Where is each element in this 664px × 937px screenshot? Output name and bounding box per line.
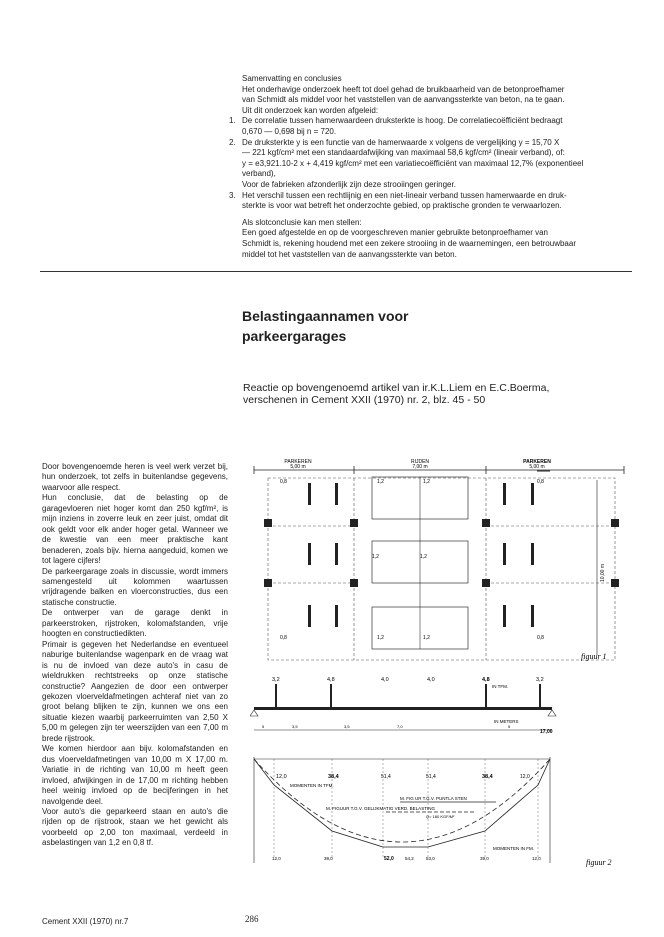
article-subtitle [243,382,549,406]
zone-mid-label: RIJDEN [410,459,430,465]
moment-value: 12,0 [520,774,530,780]
bottom-moment-value: 53,0 [426,856,435,861]
column-symbol [611,579,619,587]
axle-marker [308,605,311,627]
beam-load-label: 4,8 [482,677,490,683]
legend-distributed-load: M. FIGUUR T.G.V. GELIJKMATIG VERD. BELASTING [326,806,435,811]
body-paragraph: We komen hierdoor aan bijv. kolomafstanden en dus vloerveldafmetingen van 10,00 m X 17,00 m. Variatie in de richting van 10,00 m heeft geen invloed, afwijkingen in de 17,00 m richting hebben heel weinig invloed op de becijferingen in het navolgende deel. [42,744,228,806]
axle-load-label: 0,8 [537,635,544,641]
axle-marker [335,483,338,505]
axle-load-label: 1,2 [377,635,384,641]
beam-load-label: 3,2 [272,677,280,683]
conclusion-line-2: Schmidt is, rekening houdend met een zekere strooiing in de waarnemingen, een betrouwbaar [242,238,576,248]
article-title-line-1: Belastingaannamen voor [242,308,409,324]
total-dim-label: 17,00 [540,729,553,735]
axle-load-label: 0,8 [280,635,287,641]
axle-marker [335,605,338,627]
figure-1-floorplan [250,455,630,745]
bottom-moment-value: 54,2 [405,856,414,861]
body-paragraph: Primair is gegeven het Nederlandse en eventueel naburige buitenlandse wagenpark en de vraag wat is nu de invloed van deze auto's in casu de wieldrukken rechtstreeks op onze statische constructie? Aangezien de door een ontwerper gekozen vloerveldafmetingen achteraf niet van zo groot belang blijken te zijn, kunnen we ons een situatie kiezen waarbij parkeerruimten van 2,50 X 5,00 m gelegen zijn ter weerszijden van een 7,00 m brede rijstrook. [42,639,228,743]
summary-heading: Samenvatting en conclusies [242,74,342,83]
vertical-dim-label: 10,00 m [600,563,606,583]
moment-value: 38,4 [328,774,339,780]
item-line: 0,670 — 0,698 bij n = 720. [242,126,337,136]
axle-marker [531,543,534,565]
zone-left-label: PARKEREN [284,459,312,465]
body-paragraph: Hun conclusie, dat de belasting op de garagevloeren niet hoger komt dan 250 kgf/m², is mijn inziens in zoverre leuk en zeer juist, omdat dit ook geldt voor elk ander hoger getal. Wanneer we de kwestie van een meer praktische kant benaderen, zoals bijv. hierna aangeduid, komen we tot lagere cijfers! [42,493,228,566]
zone-mid-dim: 7,00 m [412,464,428,470]
body-paragraph: Door bovengenoemde heren is veel werk verzet bij, hun onderzoek, tot zelfs in buitenlandse gegevens, waarvoor alle respect. [42,462,228,492]
axle-marker [308,483,311,505]
article-title-line-2: parkeergarages [242,328,347,344]
legend-point-loads: M. FIG UR T.G.V. PUNTLA STEN [400,796,467,801]
item-number: 1. [229,116,236,126]
conclusion-intro: Als slotconclusie kan men stellen: [242,217,362,227]
axle-load-label: 1,2 [423,635,430,641]
moment-value: 51,4 [426,774,436,780]
conclusion-line-1: Een goed afgestelde en op de voorgeschreven manier gebruikte betonproefhamer van [242,228,548,238]
item-line: Het verschil tussen een rechtlijnig en een niet-lineair verband tussen hamerwaarde en druk- [242,190,567,200]
floor-outline [268,478,615,660]
axle-marker [531,483,534,505]
item-line: verband), [242,169,276,179]
column-symbol [264,579,272,587]
beam-load-label: 4,8 [327,677,335,683]
summary-intro-2: van Schmidt als middel voor het vaststellen van de aanvangssterkte van beton, na te gaan. [242,95,565,105]
span-label: 5 [508,724,511,729]
load-arrow [485,684,487,708]
axle-marker [503,605,506,627]
figure-1-label: figuur 1 [581,652,607,661]
span-label: 5 [262,724,265,729]
summary-intro-1: Het onderhavige onderzoek heeft tot doel gehad de bruikbaarheid van de betonproefhamer [242,84,565,94]
moment-unit-label-right: MOMENTEN IN FM. [493,846,534,851]
article-subtitle-line-2: verschenen in Cement XXII (1970) nr. 2, blz. 45 - 50 [243,394,486,406]
span-label: 3,5 [292,724,298,729]
beam-load-label: 4,0 [381,677,389,683]
column-symbol [350,579,358,587]
axle-marker [531,605,534,627]
zone-right-dim: 5,00 m [529,464,545,470]
axle-marker [503,483,506,505]
axle-load-label: 1,2 [377,479,384,485]
axle-marker [308,543,311,565]
body-paragraph: Voor auto's die geparkeerd staan en auto's die rijden op de rijstrook, staan we het gewicht als voorbeeld op 2,00 ton maximaal, verdeeld in asbelastingen van 1,2 en 0,8 tf. [42,806,228,848]
axle-load-label: 0,8 [537,479,544,485]
column-symbol [482,579,490,587]
item-line: — 221 kgf/cm² met een standaardafwijking van maximaal 58,6 kgf/cm² (lineair verband), of: [242,148,565,158]
load-arrow [275,684,277,708]
item-number: 2. [229,137,236,147]
article-subtitle-line-1: Reactie op bovengenoemd artikel van ir.K.L.Liem en E.C.Boerma, [243,382,550,394]
summary-section [229,74,630,260]
summary-item-3 [229,190,630,212]
axle-load-label: 1,2 [372,554,379,560]
article-title [242,306,409,346]
column-symbol [482,519,490,527]
axle-marker [503,543,506,565]
moment-value: 12,0 [276,774,287,780]
summary-intro-3: Uit dit onderzoek kan worden afgeleid: [242,105,379,115]
section-divider [40,271,632,272]
support-symbol [548,710,556,716]
bottom-moment-value: 12,0 [272,856,281,861]
page-number: 286 [245,914,259,924]
article-body [42,462,228,849]
bottom-moment-value: 12,0 [532,856,541,861]
summary-item-2 [229,137,630,191]
conclusion-line-3: middel tot het vaststellen van de aanvangssterkte van beton. [242,249,457,259]
support-symbol [250,710,258,716]
summary-list [229,116,630,211]
moment-value: 51,4 [381,774,391,780]
item-line: Voor de fabrieken afzonderlijk zijn deze strooiingen geringer. [242,179,456,189]
column-symbol [264,519,272,527]
axle-load-label: 1,2 [420,554,427,560]
bottom-moment-value: 39,0 [324,856,333,861]
item-line: De druksterkte y is een functie van de hamerwaarde x volgens de vergelijking y = 15,70 X [242,137,560,147]
zone-left-dim: 5,00 m [290,464,306,470]
figure-2-label: figuur 2 [586,858,612,867]
bottom-moment-value: 39,0 [480,856,489,861]
item-line: sterkte is voor wat betreft het onderzochte gebied, op praktische gronden te verwaarlozen. [242,201,562,211]
item-line: De correlatie tussen hamerwaardeen druksterkte is hoog. De correlatiecoëfficiënt bedraagt [242,116,563,126]
span-label: 7,0 [397,724,403,729]
column-symbol [350,519,358,527]
figure-2-moment-diagram [250,755,630,870]
legend-load-value: Q= 180 KGF/M² [426,814,455,819]
journal-footer: Cement XXII (1970) nr.7 [42,917,129,926]
beam-load-label: 4,0 [427,677,435,683]
axle-load-label: 1,2 [423,479,430,485]
summary-item-1 [229,116,630,137]
moment-value: 38,4 [482,774,493,780]
point-load-moment-line [254,759,550,847]
load-arrow [330,684,332,708]
axle-marker [335,543,338,565]
beam [254,707,552,710]
beam-unit-label: IN TFM. [492,684,509,689]
span-unit-label: IN METERS [494,719,519,724]
body-paragraph: De ontwerper van de garage denkt in parkeerstroken, rijstroken, kolomafstanden, vrije hoogten en constructiedikten. [42,608,228,639]
axle-load-label: 0,8 [280,479,287,485]
column-symbol [611,519,619,527]
body-paragraph: De parkeergarage zoals in discussie, wordt immers samengesteld uit kolommen waartussen vrijdragende balken en vloerconstructies, dus een statische constructie. [42,566,228,607]
load-arrow [539,684,541,708]
zone-right-label: PARKEREN [523,459,551,465]
span-label: 3,5 [344,724,350,729]
bottom-moment-value: 52,0 [384,856,394,862]
item-line: y = e3,921.10-2 x + 4,419 kgf/cm² met een variatiecoëfficiënt van maximaal 12,7% (exponentieel [242,158,584,168]
moment-unit-label: MOMENTEN IN TFM. [290,783,334,788]
item-number: 3. [229,190,236,200]
beam-load-label: 3,2 [536,677,544,683]
